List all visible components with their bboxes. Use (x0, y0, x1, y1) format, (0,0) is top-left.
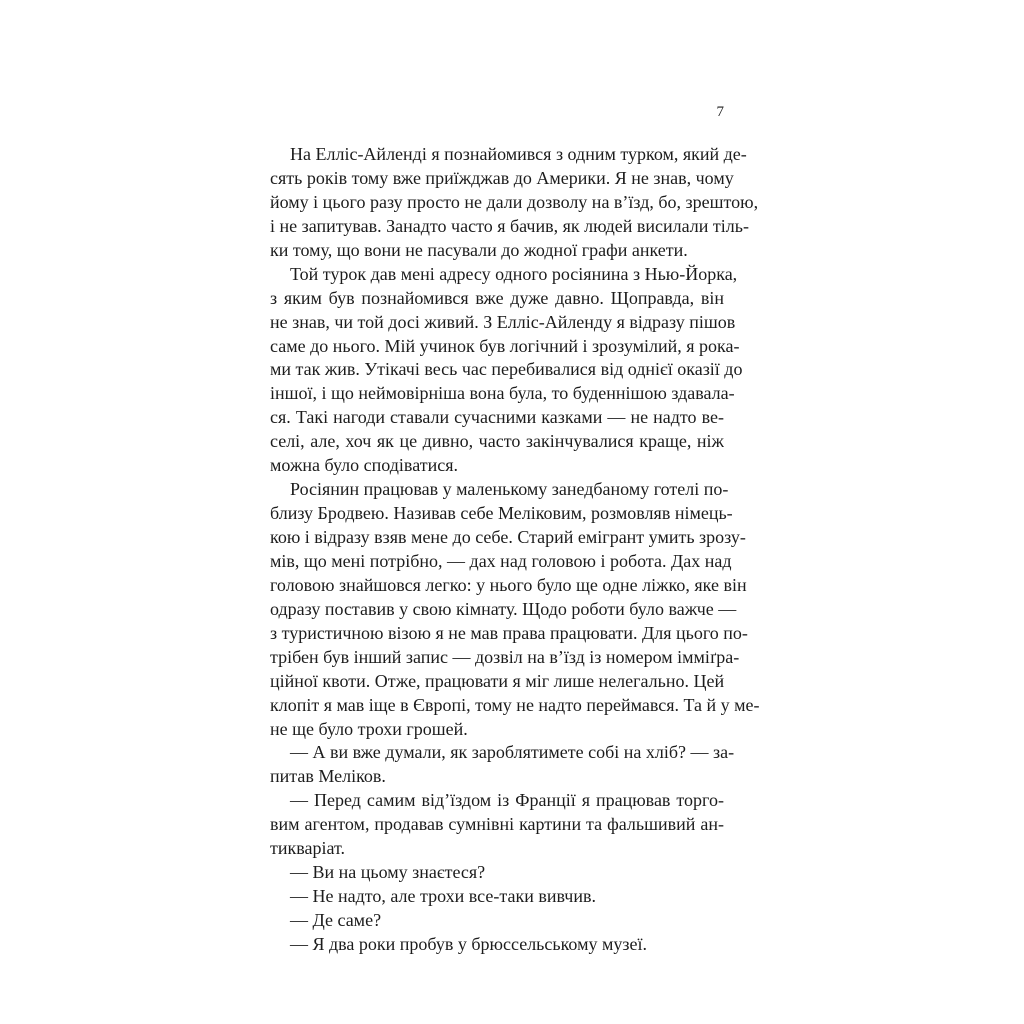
text-line: Росіянин працював у маленькому занедбаному готелі по- (290, 479, 729, 500)
text-line: — Перед самим від’їздом із Франції я працював торго- (290, 790, 724, 811)
text-line: На Елліс-Айленді я познайомився з одним турком, який де- (290, 144, 747, 164)
text-line: йому і цього разу просто не дали дозволу на в’їзд, бо, зрештою, (270, 191, 759, 212)
text-line: — Ви на цьому знаєтеся? (290, 862, 486, 883)
text-line: ційної квоти. Отже, працювати я міг лише нелегально. Цей (270, 670, 725, 691)
text-line: питав Меліков. (270, 766, 386, 787)
text-line: вим агентом, продавав сумнівні картини та фальшивий ан- (270, 814, 724, 835)
body-text (270, 143, 760, 957)
page-number: 7 (716, 104, 724, 120)
text-line: з туристичною візою я не мав права працювати. Для цього по- (270, 622, 748, 643)
text-line: ми так жив. Утікачі весь час перебивалися від однієї оказії до (270, 359, 743, 380)
text-line: близу Бродвею. Називав себе Меліковим, розмовляв німець- (270, 503, 733, 524)
text-line: клопіт я мав іще в Європі, тому не надто переймався. Та й у ме- (270, 694, 760, 715)
text-line: не знав, чи той досі живий. З Елліс-Айленду я відразу пішов (270, 311, 736, 332)
text-line: — Не надто, але трохи все-таки вивчив. (290, 886, 596, 907)
text-line: сять років тому вже приїжджав до Америки. Я не знав, чому (270, 167, 734, 188)
text-line: не ще було трохи грошей. (270, 718, 468, 739)
text-line: кою і відразу взяв мене до себе. Старий емігрант умить зрозу- (270, 527, 746, 547)
text-line: тикваріат. (270, 838, 346, 859)
text-line: іншої, і що неймовірніша вона була, то буденнішою здавала- (270, 383, 735, 404)
text-line: можна було сподіватися. (270, 455, 458, 476)
text-line: — А ви вже думали, як зароблятимете собі на хліб? — за- (290, 742, 735, 763)
text-line: з яким був познайомився вже дуже давно. Щоправда, він (270, 287, 724, 308)
text-line: саме до нього. Мій учинок був логічний і зрозумілий, я рока- (270, 335, 740, 356)
text-line: ки тому, що вони не пасували до жодної графи анкети. (270, 239, 688, 260)
text-line: — Де саме? (290, 910, 382, 930)
text-line: головою знайшовся легко: у нього було ще одне ліжко, яке він (270, 574, 747, 595)
text-line: — Я два роки пробув у брюссельському музеї. (290, 933, 647, 954)
text-line: мів, що мені потрібно, — дах над головою і робота. Дах над (270, 550, 732, 571)
text-line: трібен був інший запис — дозвіл на в’їзд із номером імміґра- (270, 646, 740, 667)
text-line: і не запитував. Занадто часто я бачив, як людей висилали тіль- (270, 215, 749, 236)
text-line: одразу поставив у свою кімнату. Щодо роботи було важче — (270, 598, 737, 619)
text-line: селі, але, хоч як це дивно, часто закінчувалися краще, ніж (270, 431, 724, 452)
text-line: ся. Такі нагоди ставали сучасними казками — не надто ве- (270, 407, 724, 428)
text-line: Той турок дав мені адресу одного росіянина з Нью-Йорка, (290, 263, 738, 284)
